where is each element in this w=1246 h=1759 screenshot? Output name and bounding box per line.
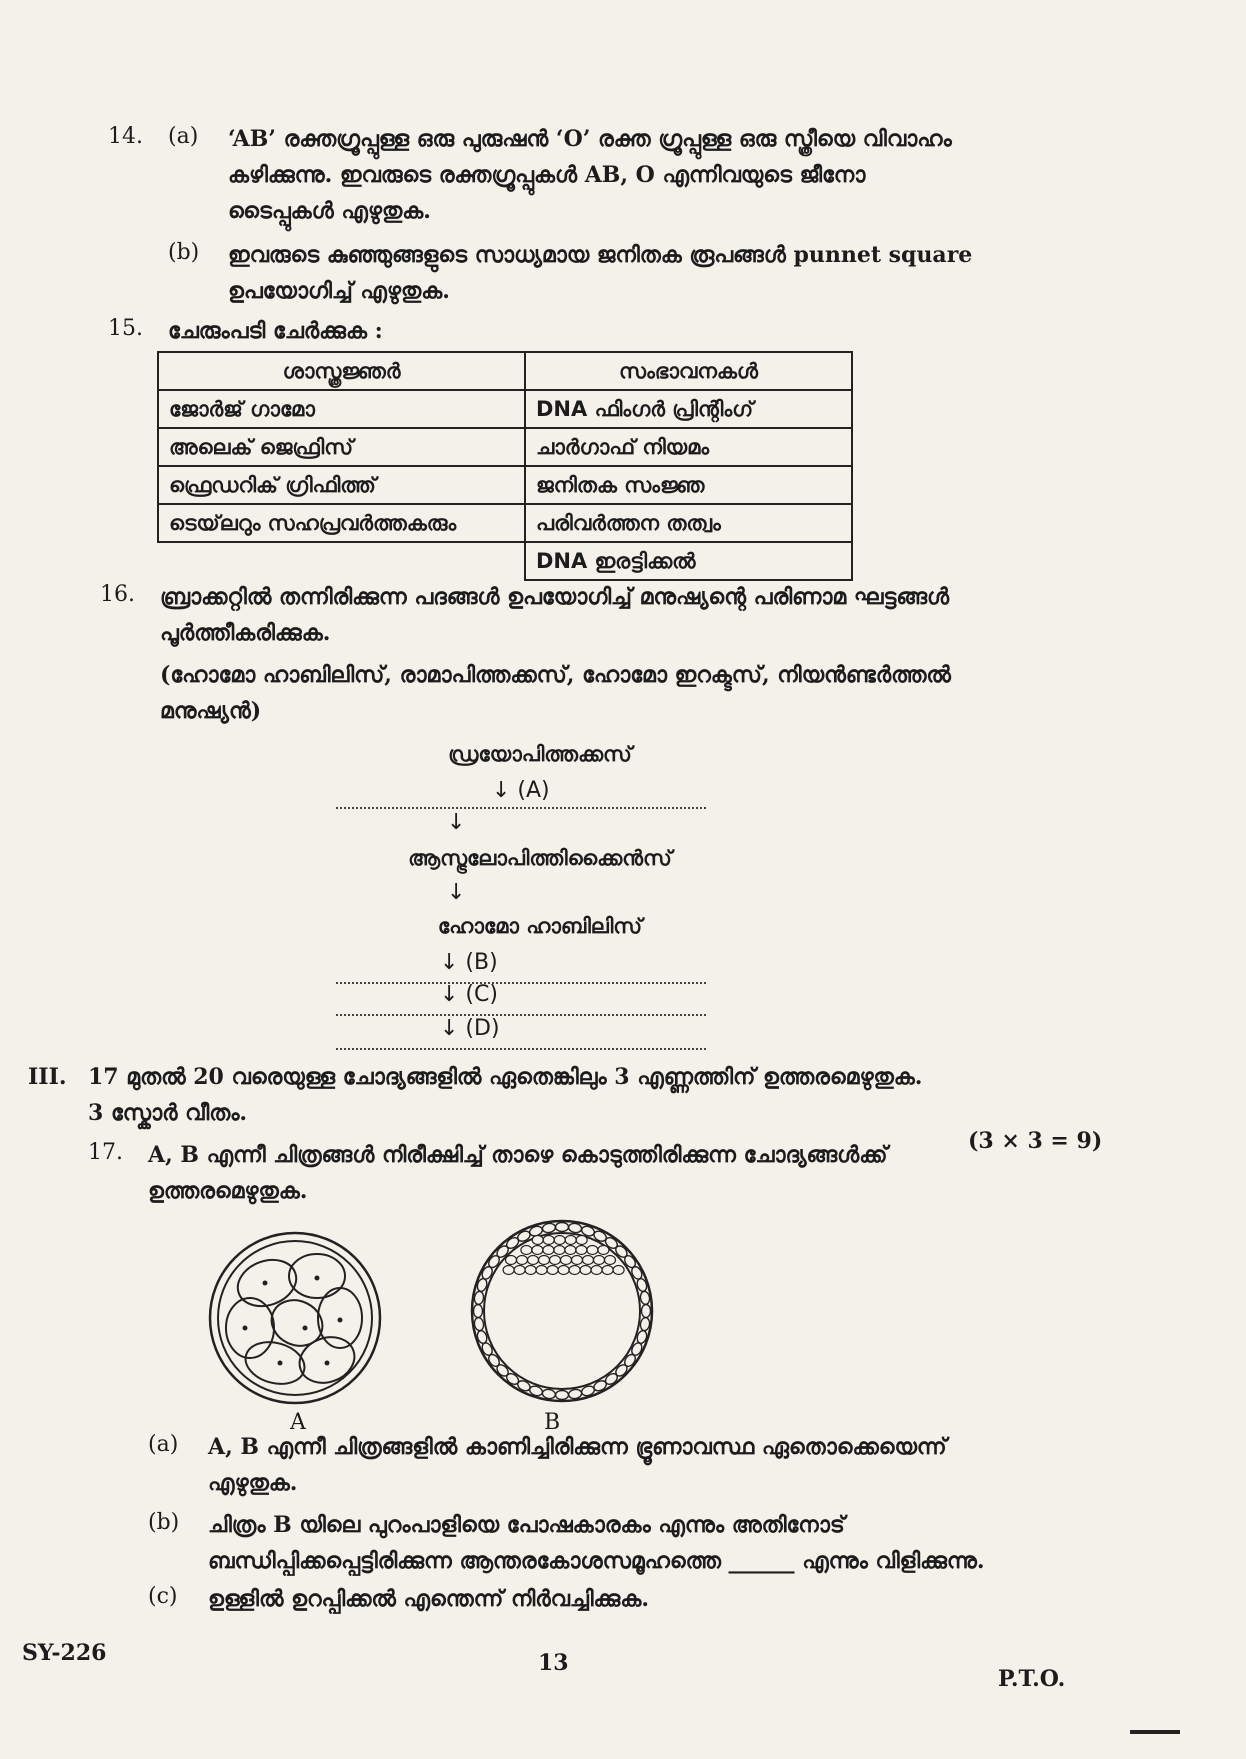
table-cell-contribution: DNA ഇരട്ടിക്കൽ (525, 542, 852, 580)
q16-options-line2: മനുഷ്യൻ) (160, 698, 262, 724)
edge-mark (1130, 1730, 1180, 1734)
section-marks: (3 × 3 = 9) (968, 1128, 1103, 1154)
blank-line-c (336, 1014, 706, 1016)
down-arrow-icon: ↓ (447, 880, 466, 905)
trophoblast-cell (568, 1389, 582, 1400)
inner-cell-mass-cell (576, 1236, 587, 1245)
inner-cell-mass-cell (613, 1266, 624, 1275)
inner-cell-mass-cell (514, 1266, 525, 1275)
q17-c-label: (c) (148, 1584, 178, 1609)
q17-a-label: (a) (148, 1432, 179, 1457)
inner-cell-mass-cell (550, 1256, 561, 1265)
inner-cell-mass-cell (594, 1256, 605, 1265)
q17-b-line2: ബന്ധിപ്പിക്കപ്പെട്ടിരിക്കുന്ന ആന്തരകോശസമൂഹത്തെ ______ എന്നും വിളിക്കുന്നു. (208, 1548, 985, 1574)
inner-cell-mass-cell (565, 1246, 576, 1255)
table-cell-contribution: ജനിതക സംജ്ഞ (525, 466, 852, 504)
trophoblast-cell (474, 1291, 485, 1305)
q16-line1: ബ്രാക്കറ്റിൽ തന്നിരിക്കുന്ന പദങ്ങൾ ഉപയോഗിച്ച് മനുഷ്യന്റെ പരിണാമ ഘട്ടങ്ങൾ (160, 584, 950, 610)
inner-cell-mass-cell (605, 1256, 616, 1265)
table-header-scientists: ശാസ്ത്രജ്ഞർ (158, 352, 525, 390)
inner-cell-mass-cell (539, 1256, 550, 1265)
chain-label-a: ↓ (A) (492, 778, 550, 803)
q14-a-label: (a) (168, 124, 199, 149)
trophoblast-cell (642, 1305, 651, 1318)
table-cell-contribution: പരിവർത്തന തത്വം (525, 504, 852, 542)
chain-label-b: ↓ (B) (440, 950, 498, 975)
please-turn-over: P.T.O. (998, 1666, 1066, 1692)
table-cell-contribution: ചാർഗാഫ് നിയമം (525, 428, 852, 466)
q17-a-line2: എഴുതുക. (208, 1470, 298, 1496)
q14-a-line3: ടൈപ്പുകൾ എഴുതുക. (228, 198, 431, 224)
inner-cell-mass-cell (576, 1246, 587, 1255)
trophoblast-cell (640, 1317, 651, 1331)
inner-cell-mass-cell (598, 1246, 609, 1255)
chain-homo-habilis: ഹോമോ ഹാബിലിസ് (437, 914, 643, 938)
section-roman-numeral: III. (28, 1064, 67, 1090)
inner-cell-mass-cell (580, 1266, 591, 1275)
figure-a-label: A (290, 1410, 306, 1435)
inner-cell-mass-cell (558, 1266, 569, 1275)
inner-cell-mass-cell (572, 1256, 583, 1265)
table-cell-scientist: അലെക് ജെഫ്രിസ് (158, 428, 525, 466)
q16-number: 16. (100, 582, 135, 607)
matching-table (157, 351, 853, 581)
paper-code: SY-226 (22, 1640, 107, 1666)
trophoblast-cell (474, 1305, 483, 1318)
trophoblast-cell (568, 1223, 582, 1234)
trophoblast-cell (556, 1223, 569, 1232)
q15-instruction: ചേരുംപടി ചേർക്കുക : (168, 318, 383, 344)
q14-a-line1: ‘AB’ രക്തഗ്രൂപ്പുള്ള ഒരു പുരുഷൻ ‘O’ രക്ത ഗ്രൂപ്പുള്ള ഒരു സ്ത്രീയെ വിവാഹം (228, 126, 952, 152)
inner-cell-mass-cell (554, 1236, 565, 1245)
inner-cell-mass-cell (583, 1256, 594, 1265)
inner-cell-mass-cell (561, 1256, 572, 1265)
q16-options-line1: (ഹോമോ ഹാബിലിസ്, രാമാപിത്തക്കസ്, ഹോമോ ഇറക്ടസ്, നിയൻണ്ടർത്തൽ (160, 662, 951, 688)
chain-dryopithecus: ഡ്രയോപിത്തക്കസ് (448, 742, 632, 766)
chain-label-c: ↓ (C) (440, 982, 498, 1007)
inner-cell-mass-cell (521, 1246, 532, 1255)
page-number: 13 (538, 1650, 569, 1676)
morula-figure (205, 1228, 385, 1408)
inner-cell-mass-cell (532, 1246, 543, 1255)
inner-cell-mass-cell (547, 1266, 558, 1275)
table-header-contributions: സംഭാവനകൾ (525, 352, 852, 390)
q17-line2: ഉത്തരമെഴുതുക. (148, 1178, 308, 1204)
table-cell-empty (158, 542, 525, 580)
q17-a-line1: A, B എന്നീ ചിത്രങ്ങളിൽ കാണിച്ചിരിക്കുന്ന ഭ്രൂണാവസ്ഥ ഏതൊക്കെയെന്ന് (208, 1434, 947, 1460)
q14-a-line2: കഴിക്കുന്നു. ഇവരുടെ രക്തഗ്രൂപ്പുകൾ AB, O എന്നിവയുടെ ജീനോ (228, 162, 866, 188)
inner-cell-mass-cell (528, 1256, 539, 1265)
inner-cell-mass-cell (565, 1236, 576, 1245)
q14-number: 14. (108, 124, 143, 149)
inner-cell-mass-cell (506, 1256, 517, 1265)
inner-cell-mass-cell (591, 1266, 602, 1275)
table-row (158, 466, 852, 504)
trophoblast-cell (542, 1389, 556, 1400)
q16-line2: പൂർത്തീകരിക്കുക. (160, 620, 331, 646)
table-cell-scientist: ജോർജ് ഗാമോ (158, 390, 525, 428)
inner-cell-mass-cell (517, 1256, 528, 1265)
table-row (158, 542, 852, 580)
q17-b-label: (b) (148, 1510, 180, 1535)
table-cell-scientist: ടെയ്‌ലറും സഹപ്രവർത്തകരും (158, 504, 525, 542)
table-cell-scientist: ഫ്രെഡറിക് ഗ്രിഫിത്ത് (158, 466, 525, 504)
inner-cell-mass-cell (532, 1236, 543, 1245)
chain-label-d: ↓ (D) (440, 1016, 500, 1041)
q14-b-label: (b) (168, 240, 200, 265)
down-arrow-icon: ↓ (447, 810, 466, 835)
blank-line-d (336, 1048, 706, 1050)
q17-b-line1: ചിത്രം B യിലെ പുറംപാളിയെ പോഷകാരകം എന്നും അതിനോട് (208, 1512, 845, 1538)
q14-b-line2: ഉപയോഗിച്ച് എഴുതുക. (228, 278, 450, 304)
figure-b-label: B (544, 1410, 561, 1435)
inner-cell-mass-cell (587, 1246, 598, 1255)
inner-cell-mass-cell (602, 1266, 613, 1275)
blank-line-a (336, 807, 706, 809)
table-row (158, 428, 852, 466)
table-header-row (158, 352, 852, 390)
inner-cell-mass-cell (543, 1236, 554, 1245)
table-row (158, 390, 852, 428)
trophoblast-cell (474, 1317, 485, 1331)
chain-australopithecines: ആസ്ട്രലോപിത്തിക്കൈൻസ് (408, 846, 672, 870)
trophoblast-cell (640, 1291, 651, 1305)
q17-c-line1: ഉള്ളിൽ ഉറപ്പിക്കൽ എന്തെന്ന് നിർവച്ചിക്കുക. (208, 1586, 649, 1612)
inner-cell-mass-cell (536, 1266, 547, 1275)
q17-number: 17. (88, 1140, 123, 1165)
q15-number: 15. (108, 316, 143, 341)
table-row (158, 504, 852, 542)
inner-cell-mass-cell (554, 1246, 565, 1255)
blastocyst-figure (467, 1216, 657, 1406)
trophoblast-cell (542, 1223, 556, 1234)
inner-cell-mass-cell (543, 1246, 554, 1255)
inner-cell-mass-cell (503, 1266, 514, 1275)
inner-cell-mass-cell (569, 1266, 580, 1275)
q14-b-line1: ഇവരുടെ കുഞ്ഞുങ്ങളുടെ സാധ്യമായ ജനിതക രൂപങ്ങൾ punnet square (228, 242, 973, 268)
inner-cell-mass-cell (525, 1266, 536, 1275)
section-instruction-line1: 17 മുതൽ 20 വരെയുള്ള ചോദ്യങ്ങളിൽ ഏതെങ്കിലും 3 എണ്ണത്തിന് ഉത്തരമെഴുതുക. (88, 1064, 923, 1090)
blank-line-b (336, 982, 706, 984)
q17-line1: A, B എന്നീ ചിത്രങ്ങൾ നിരീക്ഷിച്ച് താഴെ കൊടുത്തിരിക്കുന്ന ചോദ്യങ്ങൾക്ക് (148, 1142, 888, 1168)
section-instruction-line2: 3 സ്കോർ വീതം. (88, 1100, 248, 1126)
table-cell-contribution: DNA ഫിംഗർ പ്രിന്റിംഗ് (525, 390, 852, 428)
trophoblast-cell (556, 1391, 569, 1400)
